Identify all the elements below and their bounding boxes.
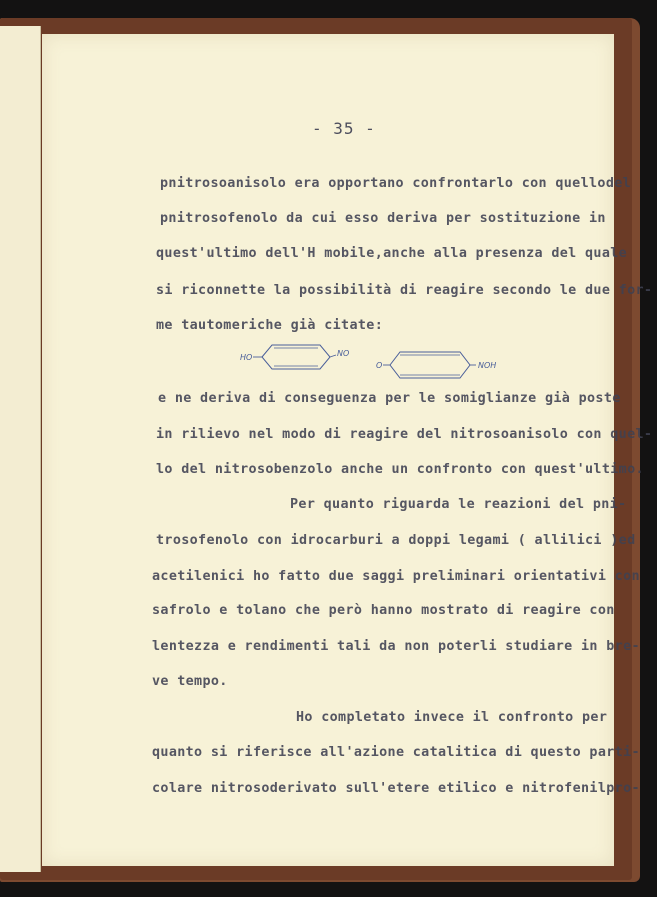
text-line: lo del nitrosobenzolo anche un confronto con quest'ultimo. <box>156 462 644 477</box>
text-line: safrolo e tolano che però hanno mostrato di reagire con <box>152 603 615 618</box>
text-line: e ne deriva di conseguenza per le somiglianze già poste <box>158 391 621 406</box>
formula-right-substituent: O <box>376 361 383 370</box>
text-line: acetilenici ho fatto due saggi preliminari orientativi con <box>152 569 640 584</box>
text-line: pnitrosofenolo da cui esso deriva per sostituzione in <box>160 211 606 226</box>
text-line: si riconnette la possibilità di reagire secondo le due for- <box>156 283 653 298</box>
text-line: lentezza e rendimenti tali da non poterli studiare in bre- <box>152 639 640 654</box>
formula-left-group: NO <box>337 349 350 358</box>
text-line: Ho completato invece il confronto per <box>296 710 608 725</box>
text-line: in rilievo nel modo di reagire del nitrosoanisolo con quel- <box>156 427 653 442</box>
formula-left-substituent: HO <box>240 353 253 362</box>
text-line: trosofenolo con idrocarburi a doppi legami ( allilici )ed <box>156 533 636 548</box>
text-line: colare nitrosoderivato sull'etere etilico e nitrofenilpro- <box>152 781 640 796</box>
page-number: - 35 - <box>312 119 376 138</box>
text-line: pnitrosoanisolo era opportano confrontarlo con quellodel <box>160 176 632 191</box>
left-page-edge <box>0 26 41 872</box>
tautomer-structures <box>240 338 540 384</box>
text-line: Per quanto riguarda le reazioni del pni- <box>290 497 627 512</box>
formula-right-group: NOH <box>478 361 497 370</box>
typed-page <box>42 34 614 866</box>
text-line: quanto si riferisce all'azione catalitica di questo parti- <box>152 745 640 760</box>
text-line: me tautomeriche già citate: <box>156 318 384 333</box>
text-line: ve tempo. <box>152 674 228 689</box>
text-line: quest'ultimo dell'H mobile,anche alla presenza del quale <box>156 246 628 261</box>
